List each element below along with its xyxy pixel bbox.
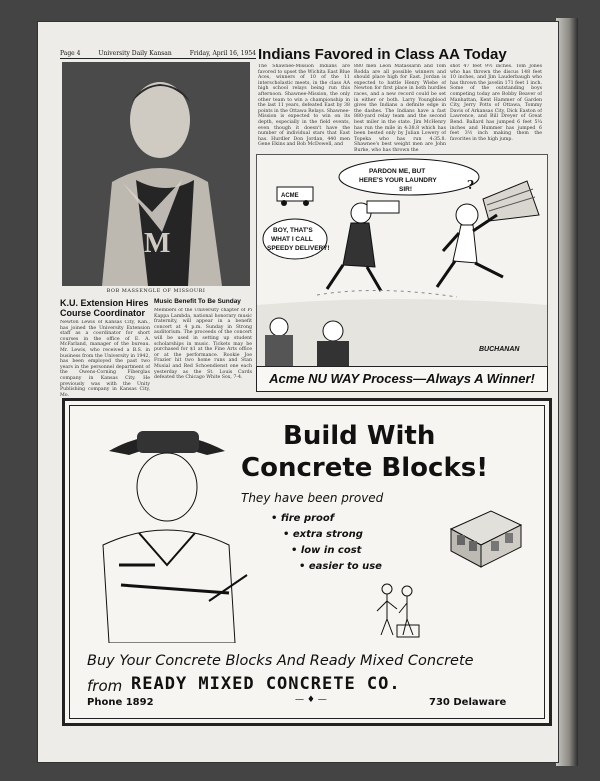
- ad-title-line-2: Concrete Blocks!: [241, 453, 489, 483]
- folio-rule: [60, 58, 256, 59]
- ad-company-name: READY MIXED CONCRETE CO.: [131, 674, 401, 694]
- cartoon-bubble-line-6: SPEEDY DELIVERY!: [267, 245, 330, 252]
- cartoon-bubble-line-1: PARDON ME, BUT: [369, 168, 426, 175]
- ad-bullet: • easier to use: [299, 561, 382, 572]
- ad-bullet-text: extra strong: [292, 529, 363, 540]
- builders-icon: [373, 579, 423, 639]
- ad-ornament: — ♦ —: [295, 695, 327, 705]
- ad-from: from: [87, 677, 123, 695]
- ad-bullet: • low in cost: [291, 545, 362, 556]
- ad-title-line-1: Build With: [283, 421, 436, 451]
- concrete-block-icon: [445, 501, 525, 571]
- sports-column-2: 880 men Leon Matassarin and Tom Rodda are all possible winners and should place high for East. Jordan is expected to battle Henry Wiebe of Newton for first place in both hurdles races, and a new record could be set in either or both. Larry Youngblood gives the Indians a definite edge in the dashes. The Indians have a fast 880-yard relay team and the second best miler in the state. Jim McHenry has run the mile in 4:38.8 which has been bested only by Julian Lowery of Topeka who has run 4:35.8. Shawnee's best weight men are John Burke, who has thrown the: [354, 64, 446, 152]
- sports-column-3: shot 47 feet 9½ inches. Tom Jones who has thrown the discus 148 feet 10 inches, and Jim Lauderbaugh who has thrown the javelin 171 feet 1 inch. Some of the outstanding boys competing today are Bobby Beaver of Manhattan, Kent Hammer of Garden City, Jerry Potts of Ottawa, Tommy Davis of Arkansas City, Dick Easton of Lawrence, and Bill Dreyer of Great Bend. Ballard has jumped 6 feet 5¼ inches and Hummer has jumped 6 feet 3½ inch making them the favorites in the high jump.: [450, 64, 542, 142]
- page-number: Page 4: [60, 50, 81, 57]
- page-edge: [556, 18, 578, 766]
- extension-headline: K.U. Extension Hires Course Coordinator: [60, 298, 149, 318]
- ad-phone: Phone 1892: [87, 697, 154, 708]
- ad-bullet: • fire proof: [271, 513, 335, 524]
- ad-address: 730 Delaware: [429, 697, 507, 708]
- issue-date: Friday, April 16, 1954: [189, 50, 256, 57]
- extension-body: Newton Lewis of Kansas City, Kan., has joined the University Extension staff as a coordinator for short courses in the office of E. A. McFarland, manager of the bureau. Mr. Lewis, who received a B.S. in business from the University in 1942, has been employed the past two years in the personnel department of the Owens-Corning Fiberglas company in Kansas City. He previously was with the Unity Publishing company in Kansas City, Mo.: [60, 320, 150, 398]
- ad-bullet-text: fire proof: [280, 513, 335, 524]
- cartoon-bubble-line-5: WHAT I CALL: [271, 236, 313, 243]
- paper-name: University Daily Kansan: [98, 50, 172, 57]
- music-body: Members of the University chapter of Pi Kappa Lambda, national honorary music fraternity, will appear in a benefit concert at 4 p.m. Sunday in Strong auditorium. The proceeds of the concert will be used in setting up student scholarships in music. Tickets may be purchased for $1 at the Fine Arts office or at the performance. Rookie Joe Frazier hit two home runs and Stan Musial and Red Schoendienst one each yesterday as the St. Louis Cards defeated the Chicago White Sox, 7-4.: [154, 308, 252, 381]
- worker-illustration: [79, 415, 249, 643]
- sports-headline: Indians Favored in Class AA Today: [258, 46, 507, 63]
- ad-bullet: • extra strong: [283, 529, 363, 540]
- photo-caption: BOB MASSENGLE OF MISSOURI: [106, 288, 206, 294]
- ad-tagline: Buy Your Concrete Blocks And Ready Mixed Concrete: [87, 653, 474, 669]
- cartoon-question-mark: ?: [467, 178, 475, 192]
- cartoon-bubble-line-3: SIR!: [399, 186, 412, 193]
- cartoonist-signature: BUCHANAN: [479, 346, 520, 353]
- sports-column-1: The Shawnee-Mission Indians are favored to upset the Wichita East Blue Aces, winners of 10 of the 11 interscholastic meets, in the class AA high school relays being run this afternoon. Shawnee-Mission, the only other team to win a championship in the last 11 years, defeated East by 38 points in the Ottawa Relays. Shawnee-Mission is expected to win on its depth, especially in the field events, even though it doesn't have the number of individual stars that East has. Hurdler Don Jordan, 440 men Gene Ekins and Bob McDowell, and: [258, 64, 350, 148]
- cartoon-bubble-line-4: BOY, THAT'S: [273, 227, 313, 234]
- truck-sign: ACME: [281, 193, 299, 199]
- svg-text:M: M: [144, 228, 171, 259]
- concrete-ad: [62, 398, 552, 726]
- laundry-cartoon: [256, 154, 548, 368]
- athlete-photo: [62, 62, 250, 286]
- folio-line: [60, 50, 256, 57]
- ad-bullet-text: easier to use: [308, 561, 382, 572]
- ad-subtitle: They have been proved: [241, 491, 384, 505]
- ad-bullet-text: low in cost: [300, 545, 362, 556]
- cartoon-bubble-line-2: HERE'S YOUR LAUNDRY: [359, 177, 437, 184]
- music-headline: Music Benefit To Be Sunday: [154, 298, 241, 305]
- acme-slogan: Acme NU WAY Process—Always A Winner!: [256, 366, 548, 392]
